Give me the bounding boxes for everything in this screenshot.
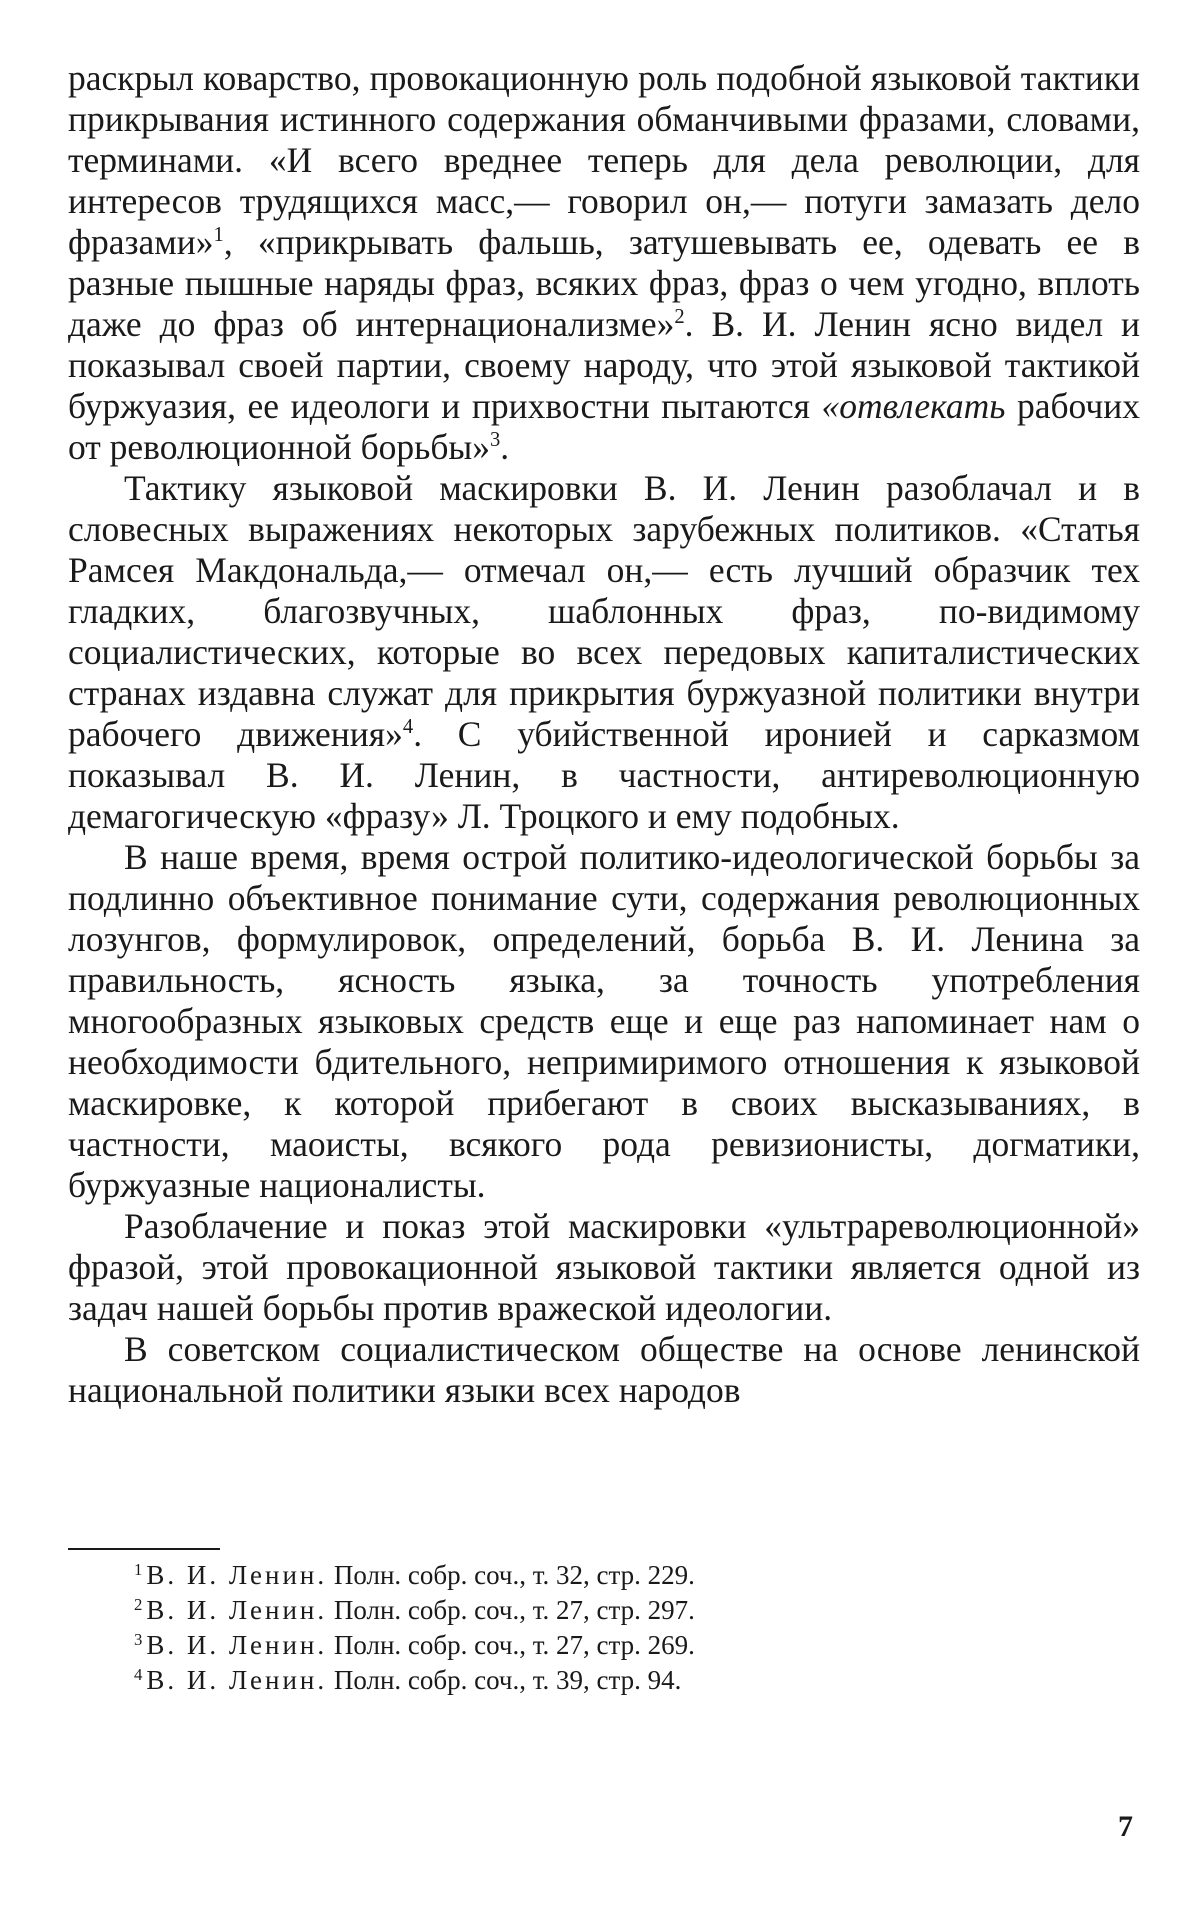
italic-quote: «отвлекать xyxy=(821,386,1006,426)
page-number: 7 xyxy=(1118,1810,1133,1843)
text-span: В советском социалистическом обществе на основе ленинской национальной политики языки всех народов xyxy=(68,1329,1140,1410)
text-span: . С убийственной иронией и сарказмом показывал В. И. Ленин, в частности, антиреволюционную демагогическую «фразу» Л. Троцкого и ему подобных. xyxy=(68,714,1140,836)
footnote-ref: 3 xyxy=(490,429,501,452)
footnotes xyxy=(134,1558,1134,1698)
footnote-3 xyxy=(134,1628,1134,1663)
footnote-number: 3 xyxy=(134,1629,143,1649)
text-span: рабочих от революционной борьбы» xyxy=(68,386,1140,467)
text-span: . В. И. Ленин ясно видел и показывал своей партии, своему народу, что этой языковой тактикой буржуазия, ее идеологи и прихвостни пытаются xyxy=(68,304,1140,426)
text-span: раскрыл коварство, провокационную роль подобной языковой тактики прикрывания истинного содержания обманчивыми фразами, словами, терминами. «И всего вреднее теперь для дела революции, для интересов трудящихся масс,— говорил он,— потуги замазать дело фразами» xyxy=(68,58,1140,262)
footnote-number: 4 xyxy=(134,1664,143,1684)
text-span: Тактику языковой маскировки В. И. Ленин разоблачал и в словесных выражениях некоторых зарубежных политиков. «Статья Рамсея Макдональда,— отмечал он,— есть лучший образчик тех гладких, благозвучных, шаблонных фраз, по-видимому социалистических, которые во всех передовых капиталистических странах издавна служат для прикрытия буржуазной политики внутри рабочего движения» xyxy=(68,468,1140,754)
footnote-reference: Полн. собр. соч., т. 27, стр. 269. xyxy=(333,1630,695,1660)
body-text xyxy=(68,58,1140,1411)
footnote-4 xyxy=(134,1663,1134,1698)
footnote-reference: Полн. собр. соч., т. 39, стр. 94. xyxy=(333,1665,682,1695)
footnote-ref: 4 xyxy=(402,716,414,739)
footnote-author: В. И. Ленин. xyxy=(146,1665,328,1695)
footnote-divider xyxy=(68,1548,220,1550)
footnote-2 xyxy=(134,1593,1134,1628)
footnote-reference: Полн. собр. соч., т. 27, стр. 297. xyxy=(333,1595,695,1625)
footnote-author: В. И. Ленин. xyxy=(146,1595,328,1625)
paragraph-1 xyxy=(68,58,1140,468)
text-span: , «прикрывать фальшь, затушевывать ее, одевать ее в разные пышные наряды фраз, всяких фраз, фраз о чем угодно, вплоть даже до фраз об интернационализме» xyxy=(68,222,1140,344)
text-span: . xyxy=(500,427,510,467)
text-span: В наше время, время острой политико-идеологической борьбы за подлинно объективное понимание сути, содержания революционных лозунгов, формулировок, определений, борьба В. И. Ленина за правильность, ясность языка, за точность употребления многообразных языковых средств еще и еще раз напоминает нам о необходимости бдительного, непримиримого отношения к языковой маскировке, к которой прибегают в своих высказываниях, в частности, маоисты, всякого рода ревизионисты, догматики, буржуазные националисты. xyxy=(68,837,1140,1205)
paragraph-2 xyxy=(68,468,1140,837)
paragraph-3 xyxy=(68,837,1140,1206)
footnote-number: 1 xyxy=(134,1559,143,1579)
footnote-ref: 1 xyxy=(213,224,224,247)
paragraph-5 xyxy=(68,1329,1140,1411)
footnote-reference: Полн. собр. соч., т. 32, стр. 229. xyxy=(333,1560,695,1590)
footnote-ref: 2 xyxy=(674,306,685,329)
footnote-number: 2 xyxy=(134,1594,143,1614)
footnote-1 xyxy=(134,1558,1134,1593)
paragraph-4 xyxy=(68,1206,1140,1329)
footnote-author: В. И. Ленин. xyxy=(146,1630,328,1660)
footnote-author: В. И. Ленин. xyxy=(146,1560,328,1590)
text-span: Разоблачение и показ этой маскировки «ультрареволюционной» фразой, этой провокационной языковой тактики является одной из задач нашей борьбы против вражеской идеологии. xyxy=(68,1206,1140,1328)
